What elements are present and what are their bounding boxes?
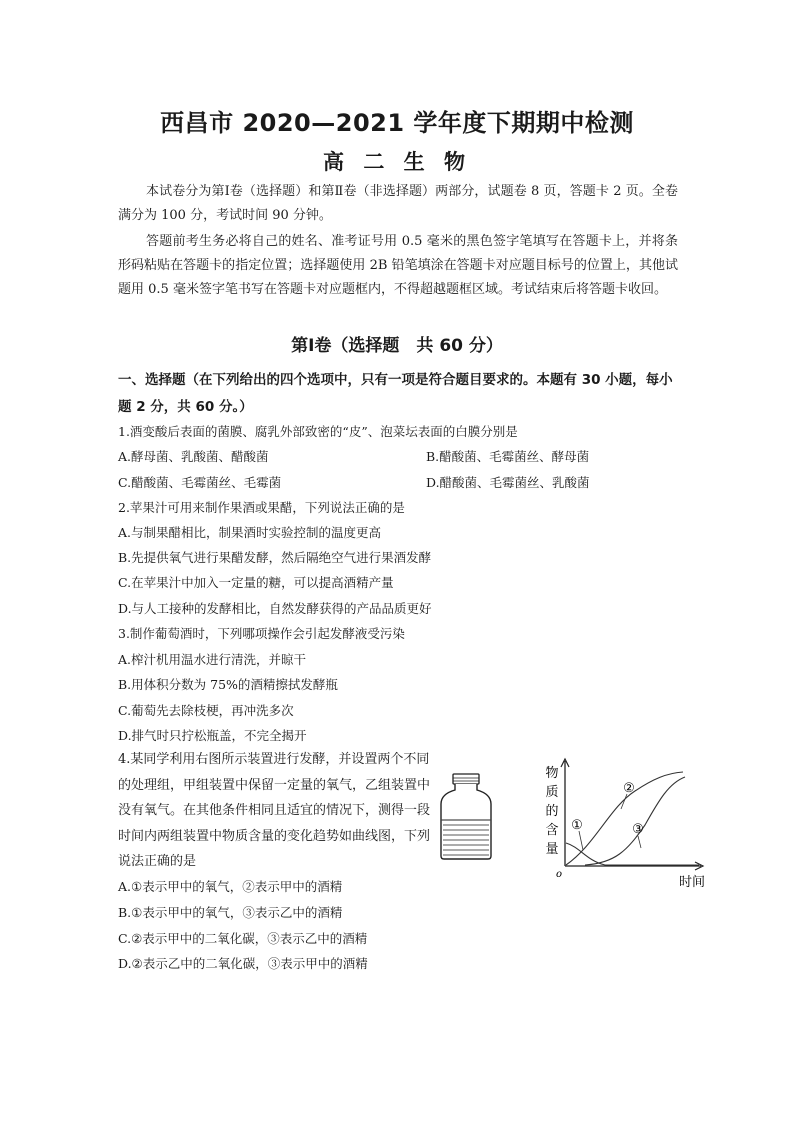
q1-option-b: B.醋酸菌、毛霉菌丝、酵母菌 <box>426 449 590 464</box>
substance-content-graph <box>535 755 715 895</box>
q3-stem: 3.制作葡萄酒时，下列哪项操作会引起发酵液受污染 <box>118 626 405 641</box>
part-heading: 一、选择题（在下列给出的四个选项中，只有一项是符合题目要求的。本题有 30 小题，每小题 2 分，共 60 分。） <box>118 372 673 415</box>
q2-option-d: D.与人工接种的发酵相比，自然发酵获得的产品品质更好 <box>118 601 432 616</box>
q2-option-c: C.在苹果汁中加入一定量的糖，可以提高酒精产量 <box>118 575 394 590</box>
origin-label: o <box>555 869 563 880</box>
q2-option-b: B.先提供氧气进行果醋发酵，然后隔绝空气进行果酒发酵 <box>118 550 432 565</box>
curve-label-1: ① <box>571 818 583 833</box>
q4-option-a: A.①表示甲中的氧气，②表示甲中的酒精 <box>118 879 343 894</box>
q1-option-c: C.醋酸菌、毛霉菌丝、毛霉菌 <box>118 475 282 490</box>
curve-label-3: ③ <box>632 822 644 837</box>
q2-stem: 2.苹果汁可用来制作果酒或果醋，下列说法正确的是 <box>118 500 405 515</box>
q1-stem: 1.酒变酸后表面的菌膜、腐乳外部致密的“皮”、泡菜坛表面的白膜分别是 <box>118 424 518 439</box>
q4-option-d: D.②表示乙中的二氧化碳，③表示甲中的酒精 <box>118 956 368 971</box>
x-axis-label: 时间 <box>678 875 706 890</box>
y-label-char: 物 <box>545 766 559 781</box>
q4-stem: 4.某同学利用右图所示装置进行发酵，并设置两个不同的处理组，甲组装置中保留一定量的氧气，乙组装置中没有氧气。在其他条件相同且适宜的情况下，测得一段时间内两组装置中物质含量的变化趋势如曲线图，下列说法正确的是 <box>118 752 431 869</box>
exam-subject: 高 二 生 物 <box>323 150 471 174</box>
q3-option-c: C.葡萄先去除枝梗，再冲洗多次 <box>118 703 294 718</box>
curve-3 <box>585 777 685 865</box>
bottle-cap <box>453 774 479 784</box>
curve-label-2: ② <box>623 781 635 796</box>
y-label-char: 含 <box>545 823 559 838</box>
q3-option-b: B.用体积分数为 75%的酒精擦拭发酵瓶 <box>118 677 338 692</box>
exam-title: 西昌市 2020—2021 学年度下期期中检测 <box>160 109 634 137</box>
y-label-char: 的 <box>545 804 559 819</box>
q3-option-a: A.榨汁机用温水进行清洗，并晾干 <box>118 652 307 667</box>
q1-option-d: D.醋酸菌、毛霉菌丝、乳酸菌 <box>426 475 590 490</box>
q2-option-a: A.与制果醋相比，制果酒时实验控制的温度更高 <box>118 525 382 540</box>
y-label-char: 量 <box>545 842 559 857</box>
q3-option-d: D.排气时只拧松瓶盖，不完全揭开 <box>118 728 307 743</box>
q1-option-a: A.酵母菌、乳酸菌、醋酸菌 <box>118 449 269 464</box>
intro-paragraph-2: 答题前考生务必将自己的姓名、准考证号用 0.5 毫米的黑色签字笔填写在答题卡上，并将条形码粘贴在答题卡的指定位置；选择题使用 2B 铅笔填涂在答题卡对应题目标号的位置上，其他试题用 0.5 毫米签字笔书写在答题卡对应题框内，不得超越题框区域。考试结束后将答题卡收回。 <box>118 234 678 297</box>
q4-option-b: B.①表示甲中的氧气，③表示乙中的酒精 <box>118 905 343 920</box>
fermentation-bottle-illustration <box>437 770 495 862</box>
q4-option-c: C.②表示甲中的二氧化碳，③表示乙中的酒精 <box>118 931 368 946</box>
bottle-body <box>441 784 491 859</box>
intro-paragraph-1: 本试卷分为第Ⅰ卷（选择题）和第Ⅱ卷（非选择题）两部分，试题卷 8 页，答题卡 2 页。全卷满分为 100 分，考试时间 90 分钟。 <box>118 184 678 223</box>
section-title: 第Ⅰ卷（选择题 共 60 分） <box>291 336 503 356</box>
y-label-char: 质 <box>545 785 559 800</box>
